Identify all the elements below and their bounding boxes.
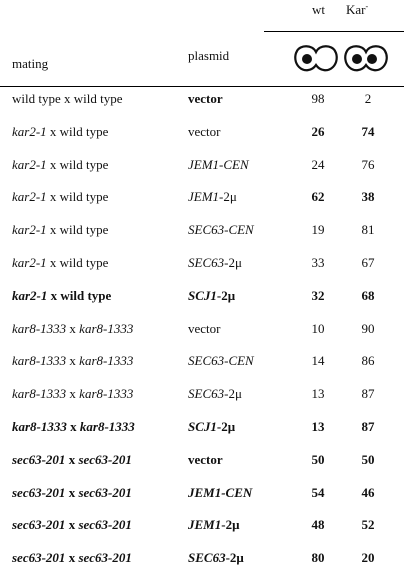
mating-cell-part: kar8-1333 [79, 419, 135, 434]
kar-percent-cell: 87 [361, 419, 375, 434]
mating-cell [12, 550, 132, 566]
plasmid-cell [188, 91, 223, 107]
kar-percent-cell: 76 [361, 156, 375, 172]
mating-cell [12, 288, 111, 304]
mating-cell-part: x [66, 419, 80, 434]
mating-cell-part: kar2-1 [12, 222, 47, 238]
mating-cell [12, 353, 133, 369]
mating-cell-part: x [65, 550, 79, 566]
plasmid-cell-part: SEC63 [188, 550, 226, 566]
wt-percent-cell: 50 [311, 451, 325, 467]
plasmid-cell-part: -2μ [216, 419, 236, 434]
plasmid-cell-part: SEC63 [188, 255, 225, 270]
mating-column-header: mating [12, 56, 49, 71]
plasmid-cell-part: -2μ [224, 386, 242, 402]
mating-cell-part: x [66, 386, 80, 402]
plasmid-cell-part: -2μ [219, 189, 237, 205]
mating-cell-part: kar2-1 [12, 189, 47, 205]
plasmid-cell-part: -2μ [216, 287, 236, 303]
wt-column-header: wt [312, 2, 325, 17]
mating-cell-part: sec63-201 [78, 517, 132, 533]
kar-column-header [346, 2, 368, 18]
mating-cell-part: x wild type [46, 189, 109, 205]
plasmid-cell [188, 321, 220, 337]
kar-percent-cell: 81 [361, 222, 375, 238]
plasmid-cell-part: JEM1 [188, 517, 222, 533]
kar-percent-cell: 52 [361, 517, 375, 533]
mating-cell-part: sec63-201 [12, 550, 66, 566]
mating-cell-part: sec63-201 [78, 451, 132, 467]
plasmid-cell-part: JEM1-CEN [188, 156, 249, 172]
plasmid-cell-part: SEC63-CEN [188, 222, 254, 238]
mating-cell-part: x wild type [46, 255, 109, 270]
single-nucleus-cell-icon [292, 42, 340, 76]
plasmid-cell [188, 189, 237, 205]
plasmid-cell-part: vector [188, 123, 221, 139]
mating-cell-part: sec63-201 [12, 484, 66, 500]
plasmid-cell [188, 517, 239, 533]
mating-cell-part: kar2-1 [12, 287, 48, 303]
mating-cell-part: x wild type [46, 222, 109, 238]
mating-cell [12, 91, 123, 107]
table-divider [0, 86, 404, 87]
wt-percent-cell: 32 [311, 287, 325, 303]
mating-cell-part: x wild type [46, 123, 109, 139]
plasmid-cell-part: -2μ [225, 550, 244, 566]
mating-cell [12, 419, 135, 435]
plasmid-cell [188, 353, 254, 369]
two-nuclei-cell-icon [342, 42, 390, 76]
wt-percent-cell: 62 [311, 189, 325, 205]
plasmid-cell-part: vector [188, 91, 223, 106]
kar-percent-cell: 2 [364, 91, 372, 106]
plasmid-cell [188, 124, 220, 140]
plasmid-column-header: plasmid [188, 48, 230, 63]
mating-cell-part: sec63-201 [12, 517, 66, 533]
mating-cell [12, 386, 133, 402]
kar-column-header-text: Kar [346, 2, 366, 17]
plasmid-cell-part: -2μ [224, 255, 242, 270]
plasmid-cell-part: JEM1 [188, 189, 220, 205]
plasmid-cell-part: SEC63-CEN [188, 353, 254, 369]
plasmid-cell-part: -2μ [221, 517, 240, 533]
mating-cell [12, 255, 108, 271]
mating-cell-part: wild type x wild type [12, 91, 123, 106]
wt-percent-cell: 19 [311, 222, 325, 238]
kar-percent-cell: 46 [361, 484, 375, 500]
plasmid-cell [188, 255, 242, 271]
plasmid-cell [188, 452, 223, 468]
mating-cell [12, 321, 133, 337]
kar-percent-cell: 38 [361, 189, 375, 205]
plasmid-cell-part: SEC63 [188, 386, 225, 402]
plasmid-cell-part: vector [188, 451, 223, 467]
mating-cell-part: kar8-1333 [12, 386, 67, 402]
mating-cell-part: kar8-1333 [79, 353, 134, 369]
mating-cell-part: sec63-201 [78, 550, 132, 566]
plasmid-cell [188, 157, 249, 173]
kar-percent-cell: 90 [361, 320, 375, 336]
kar-percent-cell: 87 [361, 386, 375, 402]
mating-cell [12, 517, 132, 533]
kar-column-header-superscript: - [365, 2, 369, 11]
wt-percent-cell: 26 [311, 123, 325, 139]
mating-cell-part: sec63-201 [78, 484, 132, 500]
mating-cell [12, 124, 108, 140]
plasmid-cell-part: SCJ1 [188, 287, 217, 303]
wt-percent-cell: 98 [311, 91, 325, 106]
mating-cell-part: x [66, 353, 80, 369]
plasmid-cell [188, 386, 242, 402]
wt-percent-cell: 48 [311, 517, 325, 533]
mating-cell-part: kar8-1333 [79, 386, 134, 402]
plasmid-cell [188, 222, 254, 238]
plasmid-cell [188, 288, 235, 304]
plasmid-cell [188, 419, 235, 435]
mating-cell-part: kar8-1333 [12, 353, 67, 369]
mating-cell [12, 452, 132, 468]
wt-percent-cell: 14 [311, 353, 325, 369]
mating-cell-part: x wild type [47, 287, 112, 303]
wt-percent-cell: 24 [311, 156, 325, 172]
mating-cell-part: sec63-201 [12, 451, 66, 467]
mating-cell [12, 222, 108, 238]
mating-cell-part: kar8-1333 [12, 320, 67, 336]
wt-percent-cell: 33 [311, 255, 325, 270]
mating-cell-part: kar2-1 [12, 123, 47, 139]
mating-cell-part: x [65, 451, 79, 467]
plasmid-cell-part: JEM1-CEN [188, 484, 253, 500]
mating-cell-part: kar2-1 [12, 156, 47, 172]
plasmid-cell [188, 485, 252, 501]
kar-percent-cell: 20 [361, 550, 375, 566]
mating-cell-part: kar8-1333 [79, 320, 134, 336]
plasmid-cell-part: SCJ1 [188, 419, 217, 434]
mating-cell-part: x [65, 517, 79, 533]
kar-percent-cell: 86 [361, 353, 375, 369]
mating-cell [12, 485, 132, 501]
kar-percent-cell: 67 [361, 255, 375, 270]
wt-percent-cell: 13 [311, 386, 325, 402]
wt-percent-cell: 10 [311, 320, 325, 336]
mating-cell-part: x wild type [46, 156, 109, 172]
mating-cell [12, 189, 108, 205]
kar-percent-cell: 74 [361, 123, 375, 139]
wt-percent-cell: 13 [311, 419, 325, 434]
wt-percent-cell: 80 [311, 550, 325, 566]
header-divider [264, 31, 404, 32]
mating-cell-part: kar8-1333 [12, 419, 67, 434]
plasmid-cell-part: vector [188, 320, 221, 336]
mating-cell-part: kar2-1 [12, 255, 47, 270]
plasmid-cell [188, 550, 244, 566]
kar-percent-cell: 50 [361, 451, 375, 467]
wt-percent-cell: 54 [311, 484, 325, 500]
mating-cell [12, 157, 108, 173]
kar-percent-cell: 68 [361, 287, 375, 303]
mating-cell-part: x [66, 320, 80, 336]
mating-cell-part: x [65, 484, 79, 500]
